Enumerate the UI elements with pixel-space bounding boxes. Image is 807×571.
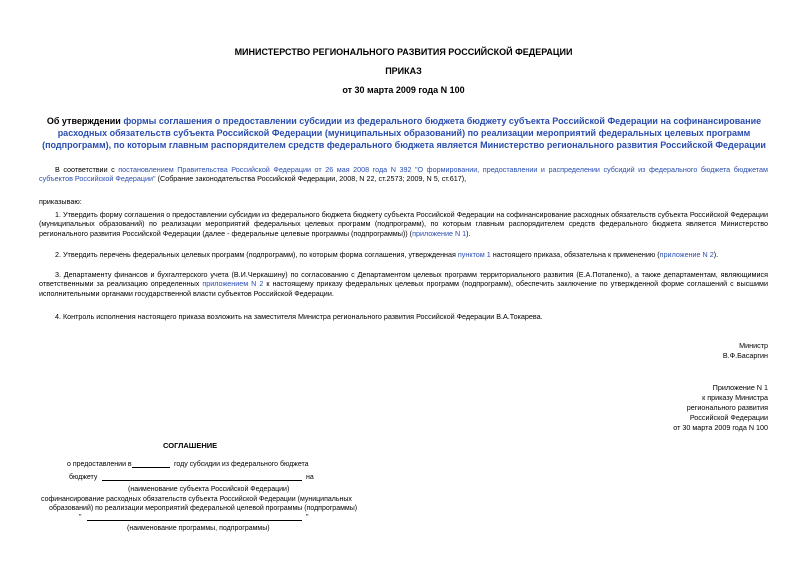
title-link-line2[interactable]: расходных обязательств субъекта Российской Федерации (муниципальных образований) по реализации мероприятий федеральных целевых программ (57, 128, 751, 138)
form-line-1-b: году субсидии из федерального бюджета (174, 461, 309, 468)
form-line-2-a: бюджету (69, 474, 98, 481)
p1-end: ). (466, 228, 471, 238)
paragraph-4 (39, 312, 768, 321)
form-caption-subject: (наименование субъекта Российской Федерации) (128, 486, 290, 493)
p2-link-appendix-2[interactable]: приложение N 2 (659, 250, 714, 259)
doc-date-number: от 30 марта 2009 года N 100 (342, 85, 465, 95)
form-title: СОГЛАШЕНИЕ (163, 441, 218, 450)
intro-paragraph (39, 165, 768, 184)
p3-end: к настоящему приказу федеральных целевых программ (подпрограмм), обеспечить заключение по утвержденной форме соглашений с высшими исполнительными органами государственной власти субъектов Российской Федерации. (39, 279, 768, 298)
signature-position: Министр (739, 341, 768, 350)
p1-text: 1. Утвердить форму соглашения о предоставлении субсидии из федерального бюджета бюджету субъекта Российской Федерации на софинансирование расходных обязательств субъекта Российской Федерации (муниципальных образований) по реализации мероприятий федеральных целевых программ (подпрограмм), по которым главным распорядителем средств федерального бюджета является Министерство регионального развития Российской Федерации (далее - федеральные целевые программы (подпрограммы)) ( (39, 210, 768, 238)
form-line-4: софинансирование расходных обязательств субъекта Российской Федерации (муниципальных (41, 496, 352, 503)
appendix-line-2: к приказу Министра (702, 393, 768, 402)
appendix-line-1: Приложение N 1 (712, 383, 768, 392)
intro-pre: В соответствии с (55, 165, 119, 174)
paragraph-3 (39, 270, 768, 298)
intro-post: (Собрание законодательства Российской Федерации, 2008, N 22, ст.2573; 2009, N 5, ст.617), (155, 174, 467, 184)
appendix-block (500, 383, 768, 433)
signature-name: В.Ф.Басаргин (722, 351, 768, 360)
p2-link-item-1[interactable]: пунктом 1 (457, 250, 491, 259)
form-quote-open: " (79, 514, 82, 521)
p3-link-appendix-2[interactable]: приложением N 2 (202, 279, 264, 289)
title-link-line3[interactable]: (подпрограмм), по которым главным распорядителем средств федерального бюджета является Министерство регионального развития Российской Федерации (42, 140, 766, 150)
form-blank-year[interactable] (132, 467, 170, 468)
paragraph-1 (39, 210, 768, 238)
form-caption-program: (наименование программы, подпрограммы) (127, 525, 270, 532)
form-line-5: образований) по реализации мероприятий федеральной целевой программы (подпрограммы) (49, 505, 358, 512)
p3-text: 3. Департаменту финансов и бухгалтерского учета (В.И.Черкашину) по согласованию с Департаментом целевых программ территориального развития (Е.А.Потапенко), а также департаментам, являющимися ответственными за реализацию определенных (39, 270, 768, 289)
intro-link-decree[interactable]: постановлением Правительства Российской Федерации от 26 мая 2008 года N 392 "О формировании, предоставлении и распределении субсидий из федерального бюджета бюджетам субъектов (39, 165, 768, 184)
doc-type-heading: ПРИКАЗ (385, 66, 422, 76)
form-line-2-b: на (306, 474, 314, 481)
ministry-heading: МИНИСТЕРСТВО РЕГИОНАЛЬНОГО РАЗВИТИЯ РОССИЙСКОЙ ФЕДЕРАЦИИ (234, 47, 573, 57)
intro-link-decree-end[interactable]: Российской Федерации" (74, 174, 156, 184)
title-prefix: Об утверждении (46, 116, 124, 126)
document-title (34, 115, 774, 151)
form-blank-subject[interactable] (102, 480, 302, 481)
p2-end: ). (713, 250, 719, 259)
p2-text: 2. Утвердить перечень федеральных целевых программ (подпрограмм), по которым форма соглашения, утвержденная (55, 250, 458, 259)
form-quote-close: " (306, 514, 309, 521)
p1-link-appendix-1[interactable]: приложение N 1 (412, 228, 467, 238)
appendix-line-4: Российской Федерации (689, 413, 768, 422)
p4-text: 4. Контроль исполнения настоящего приказа возложить на заместителя Министра регионального развития Российской Федерации В.А.Токарева. (55, 312, 543, 321)
appendix-line-5: от 30 марта 2009 года N 100 (673, 423, 768, 432)
appendix-line-3: регионального развития (686, 403, 768, 412)
paragraph-2 (39, 250, 768, 259)
order-word: приказываю: (39, 197, 82, 206)
p2-mid: настоящего приказа, обязательна к применению ( (490, 250, 660, 259)
title-link-line1[interactable]: формы соглашения о предоставлении субсидии из федерального бюджета бюджету субъекта Российской Федерации на софинансирование (123, 116, 762, 126)
form-line-1-a: о предоставлении в (67, 461, 132, 468)
form-blank-program[interactable] (87, 520, 302, 521)
